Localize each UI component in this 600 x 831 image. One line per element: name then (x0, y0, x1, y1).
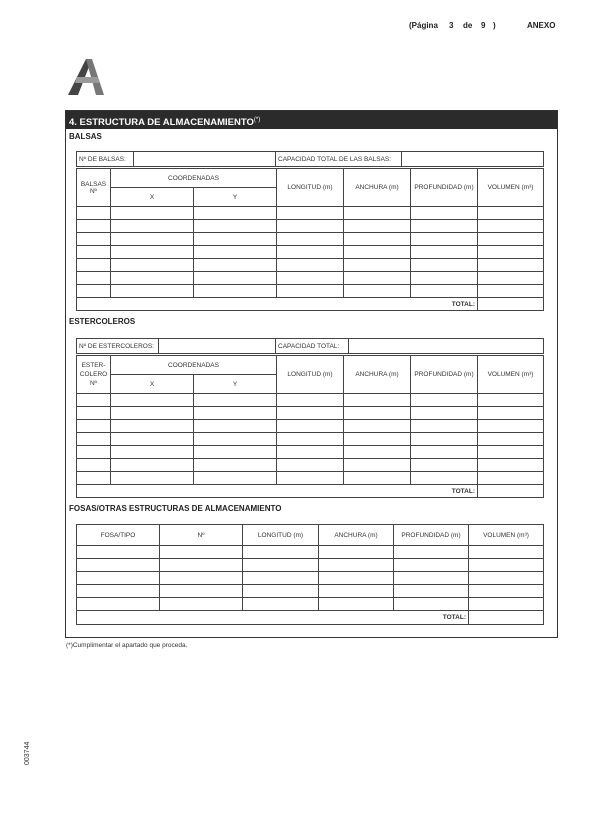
table-cell[interactable] (344, 207, 411, 220)
table-cell[interactable] (111, 407, 194, 420)
table-cell[interactable] (344, 285, 411, 298)
table-cell[interactable] (277, 246, 344, 259)
table-cell[interactable] (411, 446, 478, 459)
table-cell[interactable] (160, 572, 243, 585)
table-cell[interactable] (319, 598, 394, 611)
table-cell[interactable] (277, 272, 344, 285)
storage-structure-section (65, 110, 558, 638)
fosas-heading: FOSAS/OTRAS ESTRUCTURAS DE ALMACENAMIENTO (69, 504, 282, 513)
footnote: (*)Cumplimentar el apartado que proceda. (66, 642, 188, 649)
table-cell[interactable] (194, 285, 277, 298)
table-cell[interactable] (111, 285, 194, 298)
table-row (77, 420, 544, 433)
estercoleros-heading: ESTERCOLEROS (69, 317, 136, 326)
table-row (77, 207, 544, 220)
table-cell[interactable] (344, 394, 411, 407)
table-cell[interactable] (394, 585, 469, 598)
table-cell[interactable] (277, 459, 344, 472)
table-cell[interactable] (478, 446, 544, 459)
table-cell[interactable] (411, 420, 478, 433)
table-cell[interactable] (194, 233, 277, 246)
table-cell[interactable] (411, 220, 478, 233)
table-cell[interactable] (77, 420, 111, 433)
table-cell[interactable] (469, 585, 544, 598)
fosas-anchura-header: ANCHURA (m) (319, 525, 394, 546)
estercoleros-total-field[interactable] (478, 485, 544, 498)
table-cell[interactable] (478, 220, 544, 233)
table-cell[interactable] (111, 259, 194, 272)
table-cell[interactable] (319, 546, 394, 559)
table-cell[interactable] (77, 394, 111, 407)
table-cell[interactable] (344, 220, 411, 233)
table-cell[interactable] (277, 220, 344, 233)
estercoleros-longitud-header: LONGITUD (m) (277, 356, 344, 394)
table-row (77, 246, 544, 259)
total-pages: 9 (481, 21, 486, 30)
balsas-coords-header: COORDENADAS (111, 169, 277, 188)
balsas-profundidad-header: PROFUNDIDAD (m) (411, 169, 478, 207)
estercoleros-summary (76, 338, 544, 354)
table-cell[interactable] (478, 207, 544, 220)
table-row (77, 459, 544, 472)
table-cell[interactable] (160, 559, 243, 572)
table-cell[interactable] (478, 433, 544, 446)
balsas-x-header: X (111, 188, 194, 207)
table-cell[interactable] (478, 233, 544, 246)
close-paren: ) (493, 21, 496, 30)
estercoleros-total-label: TOTAL: (77, 485, 478, 498)
table-cell[interactable] (478, 472, 544, 485)
table-cell[interactable] (77, 546, 160, 559)
table-cell[interactable] (469, 572, 544, 585)
balsas-num-field[interactable] (134, 152, 276, 167)
table-cell[interactable] (411, 246, 478, 259)
fosas-num-header: Nº (160, 525, 243, 546)
table-cell[interactable] (478, 420, 544, 433)
table-cell[interactable] (111, 233, 194, 246)
balsas-summary (76, 151, 544, 167)
table-cell[interactable] (411, 259, 478, 272)
side-code: 003744 (24, 741, 31, 765)
table-cell[interactable] (277, 472, 344, 485)
table-cell[interactable] (478, 259, 544, 272)
table-cell[interactable] (111, 207, 194, 220)
table-cell[interactable] (77, 246, 111, 259)
table-cell[interactable] (194, 272, 277, 285)
table-cell[interactable] (111, 472, 194, 485)
table-cell[interactable] (194, 246, 277, 259)
table-cell[interactable] (344, 459, 411, 472)
table-cell[interactable] (111, 220, 194, 233)
table-cell[interactable] (277, 285, 344, 298)
table-cell[interactable] (194, 420, 277, 433)
table-cell[interactable] (319, 559, 394, 572)
table-cell[interactable] (469, 559, 544, 572)
table-cell[interactable] (344, 233, 411, 246)
table-cell[interactable] (111, 246, 194, 259)
table-cell[interactable] (194, 459, 277, 472)
table-cell[interactable] (344, 420, 411, 433)
table-cell[interactable] (394, 546, 469, 559)
balsas-heading: BALSAS (69, 132, 102, 141)
table-cell[interactable] (243, 546, 319, 559)
estercoleros-coords-header: COORDENADAS (111, 356, 277, 375)
table-cell[interactable] (77, 259, 111, 272)
estercoleros-volumen-header: VOLUMEN (m³) (478, 356, 544, 394)
de-label: de (463, 21, 473, 30)
table-cell[interactable] (243, 572, 319, 585)
table-row (77, 472, 544, 485)
table-cell[interactable] (344, 246, 411, 259)
balsas-longitud-header: LONGITUD (m) (277, 169, 344, 207)
table-cell[interactable] (160, 598, 243, 611)
table-cell[interactable] (319, 585, 394, 598)
table-cell[interactable] (77, 446, 111, 459)
table-row (77, 546, 544, 559)
table-cell[interactable] (411, 285, 478, 298)
table-cell[interactable] (194, 446, 277, 459)
table-cell[interactable] (77, 472, 111, 485)
table-cell[interactable] (411, 459, 478, 472)
table-cell[interactable] (194, 433, 277, 446)
table-cell[interactable] (394, 572, 469, 585)
table-cell[interactable] (394, 598, 469, 611)
table-cell[interactable] (478, 459, 544, 472)
table-cell[interactable] (111, 394, 194, 407)
andalucia-logo-icon (66, 57, 106, 97)
estercoleros-capacity-label: CAPACIDAD TOTAL: (276, 339, 349, 354)
table-cell[interactable] (77, 572, 160, 585)
table-cell[interactable] (478, 272, 544, 285)
estercoleros-num-label: Nº DE ESTERCOLEROS: (77, 339, 159, 354)
table-cell[interactable] (111, 420, 194, 433)
balsas-total-field[interactable] (478, 298, 544, 311)
table-cell[interactable] (194, 407, 277, 420)
table-row (77, 233, 544, 246)
fosas-longitud-header: LONGITUD (m) (243, 525, 319, 546)
table-cell[interactable] (194, 207, 277, 220)
table-cell[interactable] (478, 394, 544, 407)
fosas-total-label: TOTAL: (77, 611, 469, 625)
estercoleros-table (76, 355, 544, 498)
table-cell[interactable] (277, 433, 344, 446)
table-cell[interactable] (77, 207, 111, 220)
table-cell[interactable] (77, 598, 160, 611)
table-cell[interactable] (277, 420, 344, 433)
title-mark: (*) (253, 117, 261, 123)
table-cell[interactable] (160, 585, 243, 598)
section-title: 4. ESTRUCTURA DE ALMACENAMIENTO(*) (66, 111, 557, 129)
table-cell[interactable] (243, 598, 319, 611)
table-cell[interactable] (469, 598, 544, 611)
table-cell[interactable] (277, 407, 344, 420)
estercoleros-y-header: Y (194, 375, 277, 394)
balsas-capacity-field[interactable] (402, 152, 544, 167)
table-cell[interactable] (394, 559, 469, 572)
balsas-y-header: Y (194, 188, 277, 207)
table-cell[interactable] (194, 394, 277, 407)
table-cell[interactable] (77, 285, 111, 298)
fosas-profundidad-header: PROFUNDIDAD (m) (394, 525, 469, 546)
table-cell[interactable] (77, 433, 111, 446)
balsas-table (76, 168, 544, 311)
table-cell[interactable] (319, 572, 394, 585)
balsas-num-label: Nº DE BALSAS: (77, 152, 134, 167)
fosas-tipo-header: FOSA/TIPO (77, 525, 160, 546)
estercoleros-x-header: X (111, 375, 194, 394)
table-cell[interactable] (77, 585, 160, 598)
table-row (77, 394, 544, 407)
fosas-rows (77, 546, 544, 611)
table-cell[interactable] (77, 407, 111, 420)
table-cell[interactable] (344, 446, 411, 459)
balsas-volumen-header: VOLUMEN (m³) (478, 169, 544, 207)
table-cell[interactable] (194, 472, 277, 485)
balsas-id-header: BALSAS Nº (77, 169, 111, 207)
fosas-total-field[interactable] (469, 611, 544, 625)
table-cell[interactable] (111, 433, 194, 446)
table-cell[interactable] (277, 394, 344, 407)
pagina-label: (Página (409, 21, 438, 30)
table-cell[interactable] (77, 220, 111, 233)
table-row (77, 259, 544, 272)
balsas-capacity-label: CAPACIDAD TOTAL DE LAS BALSAS: (276, 152, 402, 167)
table-cell[interactable] (478, 285, 544, 298)
table-cell[interactable] (111, 446, 194, 459)
table-cell[interactable] (411, 207, 478, 220)
table-row (77, 559, 544, 572)
table-cell[interactable] (344, 407, 411, 420)
table-cell[interactable] (411, 433, 478, 446)
table-row (77, 285, 544, 298)
balsas-rows (77, 207, 544, 298)
table-row (77, 407, 544, 420)
page-number: 3 (449, 21, 454, 30)
table-cell[interactable] (411, 407, 478, 420)
estercoleros-rows (77, 394, 544, 485)
table-cell[interactable] (243, 585, 319, 598)
table-cell[interactable] (277, 446, 344, 459)
table-cell[interactable] (77, 459, 111, 472)
table-cell[interactable] (111, 459, 194, 472)
estercoleros-num-field[interactable] (159, 339, 276, 354)
balsas-total-label: TOTAL: (77, 298, 478, 311)
table-row (77, 433, 544, 446)
table-cell[interactable] (77, 233, 111, 246)
table-row (77, 585, 544, 598)
fosas-table (76, 524, 544, 625)
table-cell[interactable] (478, 246, 544, 259)
table-cell[interactable] (111, 272, 194, 285)
page-indicator (409, 21, 438, 30)
table-cell[interactable] (277, 233, 344, 246)
anexo-label: ANEXO (527, 21, 556, 30)
table-row (77, 220, 544, 233)
table-cell[interactable] (411, 233, 478, 246)
table-row (77, 598, 544, 611)
table-cell[interactable] (478, 407, 544, 420)
balsas-anchura-header: ANCHURA (m) (344, 169, 411, 207)
estercoleros-capacity-field[interactable] (349, 339, 544, 354)
table-cell[interactable] (344, 272, 411, 285)
table-cell[interactable] (344, 259, 411, 272)
table-cell[interactable] (411, 272, 478, 285)
table-cell[interactable] (243, 559, 319, 572)
table-cell[interactable] (411, 394, 478, 407)
table-cell[interactable] (194, 220, 277, 233)
table-cell[interactable] (411, 472, 478, 485)
table-cell[interactable] (344, 472, 411, 485)
table-cell[interactable] (277, 259, 344, 272)
table-row (77, 446, 544, 459)
estercoleros-id-header: ESTER- COLERO Nº (77, 356, 111, 394)
table-cell[interactable] (77, 559, 160, 572)
table-cell[interactable] (277, 207, 344, 220)
table-row (77, 272, 544, 285)
table-cell[interactable] (77, 272, 111, 285)
fosas-volumen-header: VOLUMEN (m³) (469, 525, 544, 546)
table-cell[interactable] (160, 546, 243, 559)
table-cell[interactable] (344, 433, 411, 446)
estercoleros-anchura-header: ANCHURA (m) (344, 356, 411, 394)
table-cell[interactable] (469, 546, 544, 559)
table-cell[interactable] (194, 259, 277, 272)
estercoleros-profundidad-header: PROFUNDIDAD (m) (411, 356, 478, 394)
table-row (77, 572, 544, 585)
